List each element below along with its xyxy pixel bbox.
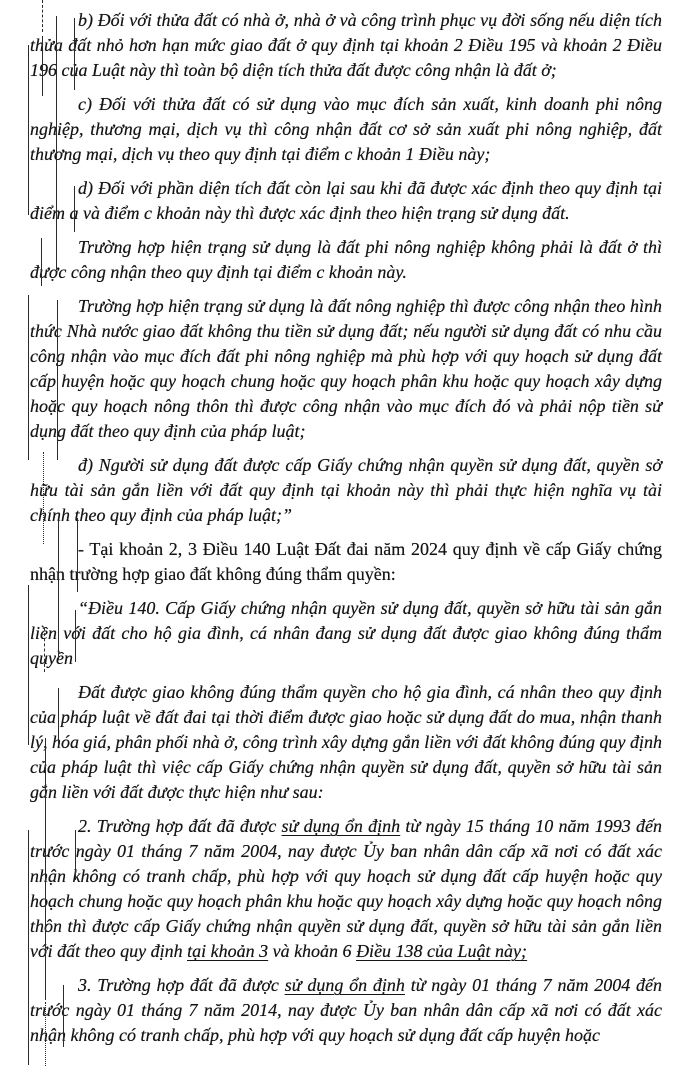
text-run: 3. Trường hợp đất đã được: [78, 975, 285, 995]
text-run: - Tại khoản 2, 3 Điều 140 Luật Đất đai năm 2024 quy định về cấp Giấy chứng nhận trường hợp giao đất không đúng thẩm quyền:: [30, 539, 662, 584]
text-run: b) Đối với thửa đất có nhà ở, nhà ở và công trình phục vụ đời sống nếu diện tích thửa đất nhỏ hơn hạn mức giao đất ở quy định tại khoản 2 Điều 195 và khoản 2 Điều 196 của Luật này thì toàn bộ diện tích thửa đất được công nhận là đất ở;: [30, 10, 662, 80]
margin-pen-mark: [28, 295, 29, 460]
text-run: và khoản 6: [268, 941, 357, 961]
margin-pen-mark: [28, 585, 29, 745]
text-run: Đất được giao không đúng thẩm quyền cho hộ gia đình, cá nhân theo quy định của pháp luật về đất đai tại thời điểm được giao hoặc sử dụng đất do mua, nhận thanh lý, hóa giá, phân phối nhà ở, công trình xây dựng gắn liền với đất không đúng quy định của pháp luật thì việc cấp Giấy chứng nhận quyền sử dụng đất, quyền sở hữu tài sản gắn liền với đất được thực hiện như sau:: [30, 682, 662, 802]
paragraph-para-hien-trang-nong-nghiep: [30, 294, 662, 444]
text-run: từ ngày 15 tháng 10 năm 1993 đến trước ngày 01 tháng 7 năm 2004, nay được Ủy ban nhân dân cấp xã nơi có đất xác nhận không có tranh chấp, phù hợp với quy hoạch sử dụng đất cấp huyện hoặc quy hoạch chung hoặc quy hoạch phân khu hoặc quy hoạch xây dựng hoặc quy hoạch nông thôn thì được cấp Giấy chứng nhận quyền sử dụng đất, quyền sở hữu tài sản gắn liền với đất theo quy định: [30, 816, 663, 961]
text-run: Trường hợp hiện trạng sử dụng là đất phi nông nghiệp không phải là đất ở thì được công nhận theo quy định tại điểm c khoản này.: [30, 237, 662, 282]
text-run: d) Đối với phần diện tích đất còn lại sau khi đã được xác định theo quy định tại điểm a và điểm c khoản này thì được xác định theo hiện trạng sử dụng đất.: [30, 178, 662, 223]
text-run: từ ngày 01 tháng 7 năm 2004 đến trước ngày 01 tháng 7 năm 2014, nay được Ủy ban nhân dân cấp xã nơi có đất xác nhận không có tranh chấp, phù hợp với quy hoạch sử dụng đất cấp huyện hoặc: [30, 975, 663, 1045]
margin-pen-mark: [28, 45, 29, 215]
underlined-phrase: sử dụng ổn định: [281, 816, 401, 836]
paragraph-point-b: [30, 8, 662, 83]
document-body: [30, 8, 662, 1057]
paragraph-para-hien-trang-phi-nong-nghiep: [30, 235, 662, 285]
paragraph-point-dd: [30, 453, 662, 528]
paragraph-khoan-2: [30, 814, 662, 964]
paragraph-para-dat-duoc-giao: [30, 680, 662, 805]
paragraph-intro-dieu-140: [30, 537, 662, 587]
margin-pen-mark: [28, 830, 29, 1065]
paragraph-point-c: [30, 92, 662, 167]
paragraph-point-d: [30, 176, 662, 226]
text-run: 2. Trường hợp đất đã được: [78, 816, 282, 836]
underlined-phrase: Điều 138 của Luật này;: [356, 941, 528, 961]
underlined-phrase: tại khoản 3: [187, 941, 269, 961]
underlined-phrase: sử dụng ổn định: [284, 975, 405, 995]
paragraph-heading-dieu-140: [30, 596, 662, 671]
text-run: “Điều 140. Cấp Giấy chứng nhận quyền sử dụng đất, quyền sở hữu tài sản gắn liền với đất cho hộ gia đình, cá nhân đang sử dụng đất được giao không đúng thẩm quyền: [30, 598, 662, 668]
paragraph-khoan-3: [30, 973, 662, 1048]
text-run: Trường hợp hiện trạng sử dụng là đất nông nghiệp thì được công nhận theo hình thức Nhà nước giao đất không thu tiền sử dụng đất; nếu người sử dụng đất có nhu cầu công nhận vào mục đích đất phi nông nghiệp mà phù hợp với quy hoạch sử dụng đất cấp huyện hoặc quy hoạch chung hoặc quy hoạch phân khu hoặc quy hoạch xây dựng hoặc quy hoạch nông thôn thì được công nhận vào mục đích đó và phải nộp tiền sử dụng đất theo quy định của pháp luật;: [30, 296, 662, 441]
text-run: c) Đối với thửa đất có sử dụng vào mục đích sản xuất, kinh doanh phi nông nghiệp, thương mại, dịch vụ thì công nhận đất cơ sở sản xuất phi nông nghiệp, đất thương mại, dịch vụ theo quy định tại điểm c khoản 1 Điều này;: [30, 94, 662, 164]
text-run: đ) Người sử dụng đất được cấp Giấy chứng nhận quyền sử dụng đất, quyền sở hữu tài sản gắn liền với đất quy định tại khoản này thì phải thực hiện nghĩa vụ tài chính theo quy định của pháp luật;”: [30, 455, 662, 525]
